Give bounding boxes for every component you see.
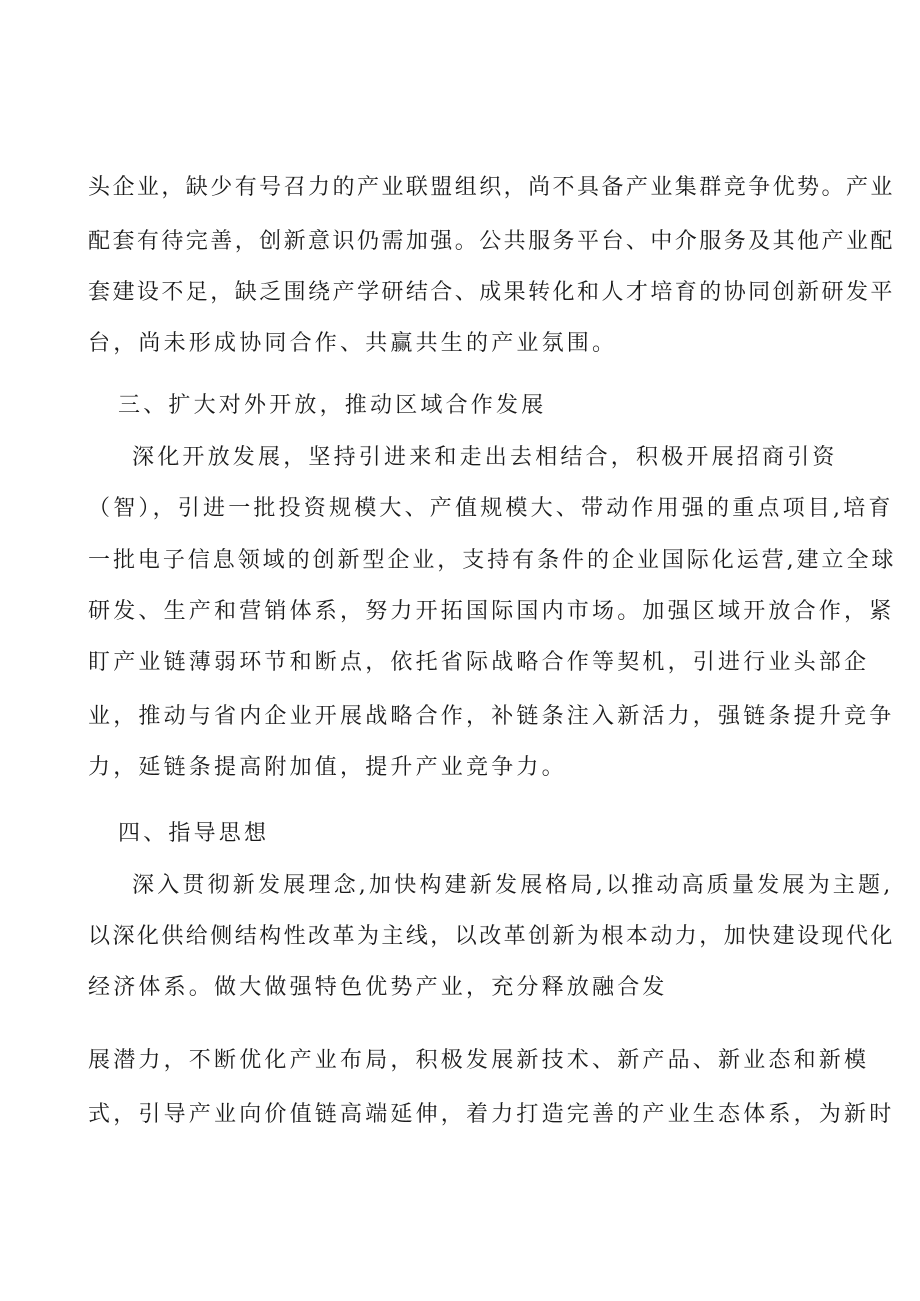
text-line: 一批电子信息领域的创新型企业，支持有条件的企业国际化运营,建立全球 <box>88 548 897 573</box>
text-line: 以深化供给侧结构性改革为主线，以改革创新为根本动力，加快建设现代化 <box>88 924 895 949</box>
section-heading-4: 四、指导思想 <box>118 821 270 846</box>
text-line: 力，延链条提高附加值，提升产业竞争力。 <box>88 755 567 780</box>
text-line: 台，尚未形成协同合作、共赢共生的产业氛围。 <box>88 331 618 356</box>
text-line: 套建设不足，缺乏围绕产学研结合、成果转化和人才培育的协同创新研发平 <box>88 280 895 305</box>
text-line: 深化开放发展，坚持引进来和走出去相结合，积极开展招商引资 <box>132 445 838 470</box>
text-line: 配套有待完善，创新意识仍需加强。公共服务平台、中介服务及其他产业配 <box>88 229 895 254</box>
text-line: 头企业，缺少有号召力的产业联盟组织，尚不具备产业集群竞争优势。产业 <box>88 175 895 200</box>
text-line: 盯产业链薄弱环节和断点，依托省际战略合作等契机，引进行业头部企 <box>88 650 870 675</box>
text-line: （智），引进一批投资规模大、产值规模大、带动作用强的重点项目,培育 <box>88 496 894 521</box>
text-line: 研发、生产和营销体系，努力开拓国际国内市场。加强区域开放合作，紧 <box>88 599 895 624</box>
section-heading-3: 三、扩大对外开放，推动区域合作发展 <box>118 393 547 418</box>
text-line: 展潜力，不断优化产业布局，积极发展新技术、新产品、新业态和新模 <box>88 1048 870 1073</box>
text-line: 业，推动与省内企业开展战略合作，补链条注入新活力，强链条提升竞争 <box>88 704 895 729</box>
text-line: 式，引导产业向价值链高端延伸，着力打造完善的产业生态体系，为新时 <box>88 1102 895 1127</box>
text-line: 经济体系。做大做强特色优势产业，充分释放融合发 <box>88 975 668 1000</box>
text-line: 深入贯彻新发展理念,加快构建新发展格局,以推动高质量发展为主题, <box>132 873 894 898</box>
